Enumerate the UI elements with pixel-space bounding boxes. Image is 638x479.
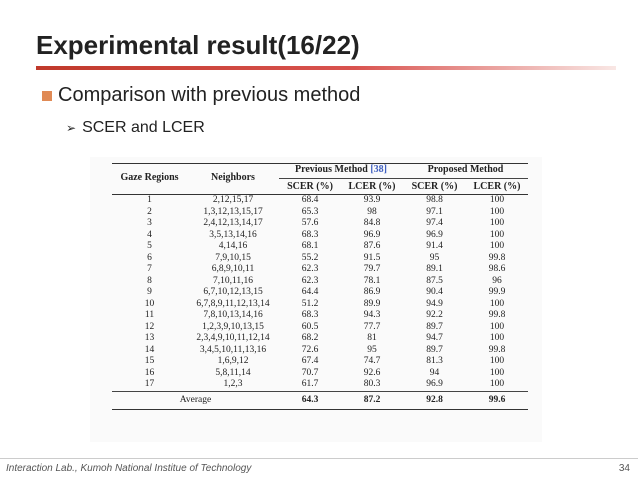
table-row bbox=[112, 241, 528, 253]
cell-gaze-region: 17 bbox=[144, 379, 155, 389]
cell-prop-scer: 96.9 bbox=[426, 229, 443, 240]
cell-prop-lcer: 99.8 bbox=[488, 310, 506, 320]
cell-prev-scer: 65.3 bbox=[301, 206, 319, 217]
footer-text: Interaction Lab., Kumoh National Institue of Technology bbox=[6, 463, 252, 474]
table-row bbox=[112, 322, 528, 334]
cell-prev-lcer: 86.9 bbox=[363, 287, 381, 297]
cell-prev-lcer: 95 bbox=[367, 344, 377, 355]
slide-footer bbox=[0, 458, 638, 479]
cell-prop-lcer: 100 bbox=[489, 356, 505, 366]
cell-gaze-region: 4 bbox=[147, 229, 152, 240]
table-row bbox=[112, 379, 528, 391]
sub-bullet-item bbox=[66, 119, 205, 137]
cell-gaze-region: 7 bbox=[147, 264, 152, 274]
average-label: Average bbox=[112, 391, 279, 410]
cell-gaze-region: 3 bbox=[147, 218, 152, 228]
cell-gaze-region: 9 bbox=[147, 287, 152, 297]
cell-prev-scer: 67.4 bbox=[301, 356, 319, 366]
table-row bbox=[112, 253, 528, 265]
table-row bbox=[112, 299, 528, 311]
cell-prev-scer: 70.7 bbox=[301, 367, 319, 378]
cell-neighbors: 1,3,12,13,15,17 bbox=[203, 206, 263, 217]
cell-prop-lcer: 100 bbox=[489, 195, 505, 205]
cell-prev-lcer: 74.7 bbox=[363, 356, 381, 366]
cell-neighbors: 7,10,11,16 bbox=[212, 275, 254, 286]
previous-method-ref: [38] bbox=[370, 164, 388, 175]
cell-gaze-region: 15 bbox=[144, 356, 155, 366]
results-table-image bbox=[90, 157, 542, 442]
cell-prop-scer: 89.7 bbox=[426, 344, 443, 355]
cell-prop-lcer: 100 bbox=[489, 229, 505, 240]
table-row bbox=[112, 276, 528, 288]
cell-prev-lcer: 98 bbox=[367, 206, 377, 217]
cell-prop-lcer: 100 bbox=[489, 298, 505, 309]
cell-gaze-region: 13 bbox=[144, 333, 155, 343]
header-lcer-previous: LCER (%) bbox=[341, 178, 403, 195]
cell-prop-scer: 97.4 bbox=[426, 218, 443, 228]
cell-prev-lcer: 91.5 bbox=[363, 252, 381, 263]
cell-prop-lcer: 96 bbox=[492, 275, 502, 286]
cell-gaze-region: 6 bbox=[147, 252, 152, 263]
table-row bbox=[112, 207, 528, 219]
header-previous-method bbox=[279, 164, 403, 179]
cell-neighbors: 2,12,15,17 bbox=[212, 195, 254, 205]
cell-neighbors: 1,2,3,9,10,13,15 bbox=[202, 321, 264, 332]
cell-prop-scer: 89.7 bbox=[426, 321, 443, 332]
cell-prop-scer: 97.1 bbox=[426, 206, 443, 217]
table-row bbox=[112, 368, 528, 380]
cell-prev-scer: 61.7 bbox=[301, 379, 319, 389]
cell-prop-scer: 94.7 bbox=[426, 333, 443, 343]
cell-prev-lcer: 94.3 bbox=[363, 310, 381, 320]
square-bullet-icon bbox=[42, 91, 52, 101]
cell-gaze-region: 2 bbox=[147, 206, 152, 217]
average-prev-lcer: 87.2 bbox=[341, 391, 403, 410]
cell-prop-scer: 81.3 bbox=[426, 356, 443, 366]
table-row bbox=[112, 264, 528, 276]
cell-neighbors: 7,8,10,13,14,16 bbox=[203, 310, 263, 320]
cell-prev-lcer: 77.7 bbox=[363, 321, 381, 332]
table-row bbox=[112, 287, 528, 299]
cell-neighbors: 6,7,10,12,13,15 bbox=[203, 287, 263, 297]
table-row bbox=[112, 333, 528, 345]
cell-neighbors: 1,2,3 bbox=[223, 379, 243, 389]
header-scer-previous: SCER (%) bbox=[279, 178, 341, 195]
average-prop-lcer: 99.6 bbox=[466, 391, 528, 410]
header-proposed-method: Proposed Method bbox=[403, 164, 528, 179]
cell-prop-lcer: 100 bbox=[489, 321, 505, 332]
average-prop-scer: 92.8 bbox=[403, 391, 466, 410]
cell-prev-scer: 62.3 bbox=[301, 264, 319, 274]
cell-prev-scer: 62.3 bbox=[301, 275, 319, 286]
cell-neighbors: 2,4,12,13,14,17 bbox=[203, 218, 263, 228]
cell-prev-scer: 72.6 bbox=[301, 344, 319, 355]
cell-prev-scer: 55.2 bbox=[301, 252, 319, 263]
cell-gaze-region: 11 bbox=[144, 310, 155, 320]
bullet-text: Comparison with previous method bbox=[58, 84, 361, 106]
cell-prev-scer: 64.4 bbox=[301, 287, 319, 297]
cell-neighbors: 1,6,9,12 bbox=[217, 356, 249, 366]
table-body bbox=[112, 195, 528, 392]
sub-bullet-text: SCER and LCER bbox=[82, 119, 205, 136]
average-prev-scer: 64.3 bbox=[279, 391, 341, 410]
cell-prev-lcer: 96.9 bbox=[363, 229, 381, 240]
cell-prop-lcer: 99.9 bbox=[488, 287, 506, 297]
table-row bbox=[112, 218, 528, 230]
previous-method-label: Previous Method bbox=[294, 164, 368, 175]
cell-neighbors: 2,3,4,9,10,11,12,14 bbox=[196, 333, 270, 343]
cell-prev-lcer: 84.8 bbox=[363, 218, 381, 228]
arrow-bullet-icon: ➢ bbox=[66, 121, 77, 135]
cell-prop-scer: 89.1 bbox=[426, 264, 443, 274]
cell-prev-scer: 68.4 bbox=[301, 195, 319, 205]
title-underline bbox=[36, 66, 616, 70]
header-gaze-regions: Gaze Regions bbox=[112, 164, 187, 195]
cell-neighbors: 3,5,13,14,16 bbox=[209, 229, 257, 240]
cell-prev-scer: 57.6 bbox=[301, 218, 319, 228]
cell-neighbors: 5,8,11,14 bbox=[215, 367, 251, 378]
table-row bbox=[112, 230, 528, 242]
header-neighbors: Neighbors bbox=[187, 164, 279, 195]
table-row bbox=[112, 310, 528, 322]
cell-prop-scer: 91.4 bbox=[426, 241, 443, 251]
cell-prev-scer: 68.3 bbox=[301, 229, 319, 240]
cell-gaze-region: 14 bbox=[144, 344, 155, 355]
cell-prop-lcer: 99.8 bbox=[488, 344, 506, 355]
cell-prop-lcer: 99.8 bbox=[488, 252, 506, 263]
cell-prop-lcer: 100 bbox=[489, 206, 505, 217]
cell-prev-scer: 51.2 bbox=[301, 298, 319, 309]
cell-prop-lcer: 98.6 bbox=[488, 264, 506, 274]
cell-prop-lcer: 100 bbox=[489, 333, 505, 343]
cell-prop-scer: 98.8 bbox=[426, 195, 443, 205]
bullet-item bbox=[42, 84, 360, 107]
table-row bbox=[112, 345, 528, 357]
header-scer-proposed: SCER (%) bbox=[403, 178, 466, 195]
cell-gaze-region: 8 bbox=[147, 275, 152, 286]
cell-prev-scer: 60.5 bbox=[301, 321, 319, 332]
cell-gaze-region: 16 bbox=[144, 367, 155, 378]
cell-prop-lcer: 100 bbox=[489, 241, 505, 251]
cell-prev-scer: 68.1 bbox=[301, 241, 319, 251]
table-row bbox=[112, 195, 528, 207]
cell-prev-lcer: 93.9 bbox=[363, 195, 381, 205]
cell-neighbors: 7,9,10,15 bbox=[215, 252, 251, 263]
cell-prev-lcer: 89.9 bbox=[363, 298, 381, 309]
cell-gaze-region: 5 bbox=[147, 241, 152, 251]
average-row bbox=[112, 391, 528, 410]
cell-neighbors: 6,8,9,10,11 bbox=[211, 264, 255, 274]
cell-gaze-region: 10 bbox=[144, 298, 155, 309]
cell-prop-lcer: 100 bbox=[489, 367, 505, 378]
slide-title: Experimental result(16/22) bbox=[36, 30, 360, 60]
cell-prop-scer: 92.2 bbox=[426, 310, 443, 320]
cell-prev-lcer: 92.6 bbox=[363, 367, 381, 378]
cell-prev-lcer: 81 bbox=[367, 333, 377, 343]
cell-prop-scer: 96.9 bbox=[426, 379, 443, 389]
cell-neighbors: 4,14,16 bbox=[218, 241, 248, 251]
cell-prev-scer: 68.3 bbox=[301, 310, 319, 320]
cell-prev-lcer: 78.1 bbox=[363, 275, 381, 286]
cell-prop-scer: 90.4 bbox=[426, 287, 443, 297]
header-lcer-proposed: LCER (%) bbox=[466, 178, 528, 195]
cell-gaze-region: 12 bbox=[144, 321, 155, 332]
cell-prop-scer: 95 bbox=[429, 252, 440, 263]
table-row bbox=[112, 356, 528, 368]
cell-prop-scer: 94 bbox=[429, 367, 440, 378]
cell-prop-scer: 87.5 bbox=[426, 275, 443, 286]
cell-prop-scer: 94.9 bbox=[426, 298, 443, 309]
results-table bbox=[112, 163, 528, 410]
cell-prev-lcer: 87.6 bbox=[363, 241, 381, 251]
cell-prev-lcer: 80.3 bbox=[363, 379, 381, 389]
cell-prop-lcer: 100 bbox=[489, 218, 505, 228]
cell-prop-lcer: 100 bbox=[489, 379, 505, 389]
cell-gaze-region: 1 bbox=[147, 195, 152, 205]
page-number: 34 bbox=[618, 463, 630, 474]
cell-neighbors: 6,7,8,9,11,12,13,14 bbox=[196, 298, 270, 309]
cell-neighbors: 3,4,5,10,11,13,16 bbox=[199, 344, 267, 355]
cell-prev-lcer: 79.7 bbox=[363, 264, 381, 274]
cell-prev-scer: 68.2 bbox=[301, 333, 319, 343]
